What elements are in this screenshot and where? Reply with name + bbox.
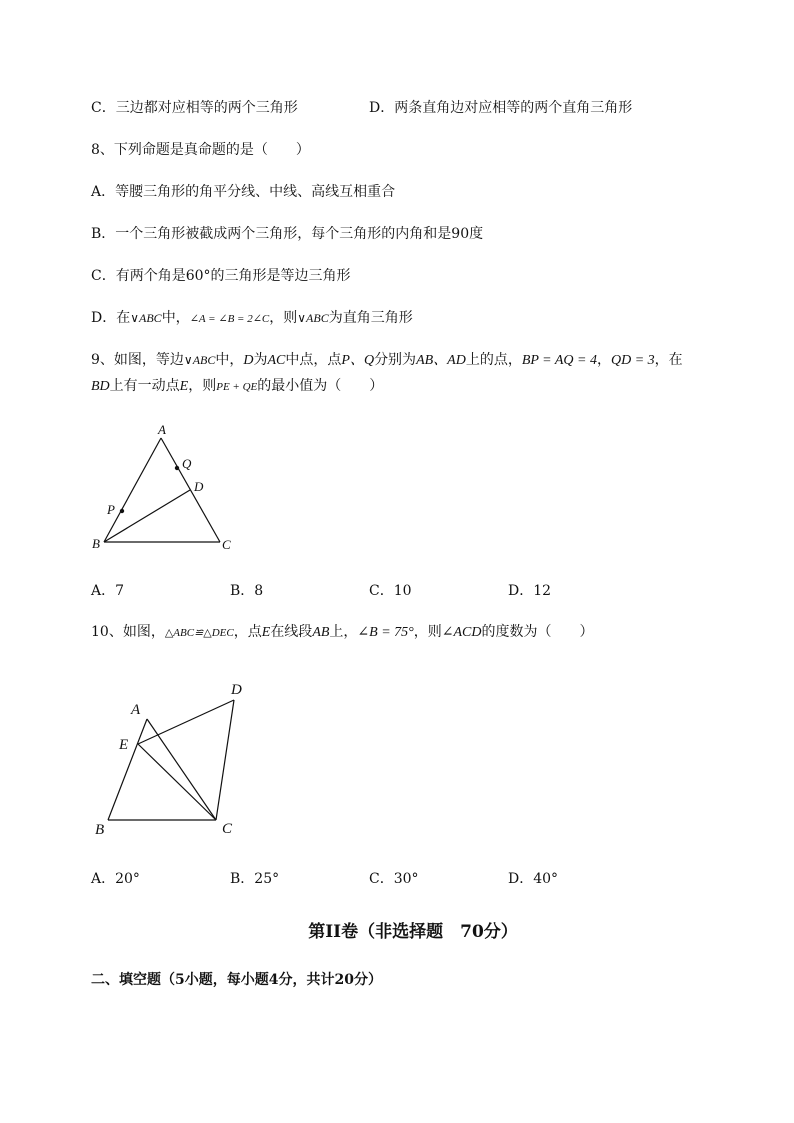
section-heading: 二、填空题（5小题，每小题4分，共计20分） — [91, 972, 382, 988]
q9-text: 为 — [253, 352, 268, 368]
q10-point-e: E — [261, 625, 271, 640]
q10-side-ec — [138, 744, 216, 820]
q9-point-p-dot — [120, 509, 124, 513]
q10-label-e: E — [119, 737, 129, 753]
q9-equation-2: QD = 3 — [610, 353, 655, 368]
q10-text: 10、如图， — [91, 624, 165, 640]
q10-label-c: C — [222, 821, 233, 837]
q10-choice-b: B．25° — [230, 871, 280, 887]
q8-option-c: C．有两个角是60°的三角形是等边三角形 — [91, 268, 351, 284]
q9-text: 分别为 — [374, 352, 417, 368]
q10-figure — [85, 675, 260, 840]
q9-choice-d: D．12 — [508, 583, 552, 599]
q10-side-ba — [108, 719, 147, 820]
q10-side-ed — [138, 700, 234, 744]
q9-segment-bd-line — [104, 490, 190, 542]
q9-label-d: D — [194, 479, 204, 494]
q7-option-c: C．三边都对应相等的两个三角形 — [91, 100, 298, 116]
q9-stem-line2 — [91, 376, 383, 397]
q10-text: ，点 — [233, 624, 262, 640]
q8-d-triangle-2: ∨ABC — [297, 311, 329, 325]
q10-congruence: △ABC≌△DEC — [164, 627, 234, 639]
q8-option-d — [91, 308, 413, 329]
q8-stem: 8、下列命题是真命题的是（ ） — [91, 142, 310, 158]
q9-segment-ac: AC — [267, 353, 286, 368]
q8-d-prefix: D．在 — [91, 310, 131, 326]
q10-text: 的度数为（ ） — [481, 624, 594, 640]
q9-text: ，则 — [188, 378, 217, 394]
q9-text: 中点，点 — [285, 352, 342, 368]
q10-choice-a: A．20° — [91, 871, 140, 887]
q8-option-a: A．等腰三角形的角平分线、中线、高线互相重合 — [91, 184, 396, 200]
q10-choice-c: C．30° — [369, 871, 419, 887]
q9-stem-line1 — [91, 350, 683, 371]
q8-d-expression: ∠A = ∠B = 2∠C — [189, 313, 270, 325]
q9-points-pq: P、Q — [341, 353, 375, 368]
q9-text: ，在 — [654, 352, 683, 368]
q8-option-b: B．一个三角形被截成两个三角形，每个三角形的内角和是90度 — [91, 226, 484, 242]
q9-side-ab — [104, 438, 161, 542]
q9-point-q-dot — [175, 466, 179, 470]
q9-side-ac — [161, 438, 220, 542]
q7-option-d: D．两条直角边对应相等的两个直角三角形 — [369, 100, 633, 116]
q9-text: ， — [596, 352, 611, 368]
q9-segment-bd: BD — [91, 379, 110, 394]
q10-choice-d: D．40° — [508, 871, 559, 887]
q9-text: 上有一动点 — [109, 378, 180, 394]
q10-side-dc — [216, 700, 234, 820]
q10-angle-b: ∠B = 75° — [357, 625, 414, 640]
q10-text: 上， — [329, 624, 358, 640]
q9-label-q: Q — [182, 456, 192, 471]
q10-segment-ab: AB — [312, 625, 330, 640]
q9-text: 上的点， — [465, 352, 522, 368]
q9-point-e: E — [179, 379, 189, 394]
q9-choice-b: B．8 — [230, 583, 264, 599]
q9-choice-c: C．10 — [369, 583, 412, 599]
q9-text: 中， — [215, 352, 244, 368]
q10-stem — [91, 622, 593, 643]
q9-label-c: C — [222, 537, 231, 552]
q8-d-comma: ，则 — [269, 310, 298, 326]
q8-d-end: 为直角三角形 — [328, 310, 413, 326]
q9-label-b: B — [92, 536, 100, 551]
q10-text: 在线段 — [270, 624, 313, 640]
q10-text: ，则 — [413, 624, 442, 640]
q9-text: 9、如图，等边 — [91, 352, 184, 368]
part2-title: 第II卷（非选择题 70分） — [308, 922, 518, 942]
q9-choice-a: A．7 — [91, 583, 125, 599]
q10-side-ac — [147, 719, 216, 820]
q9-text: 的最小值为（ ） — [257, 378, 384, 394]
q10-angle-acd: ∠ACD — [441, 625, 482, 640]
q9-point-d: D — [243, 353, 254, 368]
q9-equation-1: BP = AQ = 4 — [521, 353, 597, 368]
q9-segments: AB、AD — [416, 353, 466, 368]
q10-label-a: A — [131, 702, 141, 718]
q8-d-triangle: ∨ABC — [130, 311, 162, 325]
q10-label-b: B — [95, 822, 105, 838]
q9-label-p: P — [107, 502, 115, 517]
q10-label-d: D — [231, 682, 242, 698]
q9-label-a: A — [158, 422, 166, 437]
q9-triangle: ∨ABC — [183, 353, 216, 367]
q8-d-mid: 中， — [161, 310, 190, 326]
q9-figure — [80, 415, 260, 560]
q9-expression: PE + QE — [216, 381, 258, 393]
